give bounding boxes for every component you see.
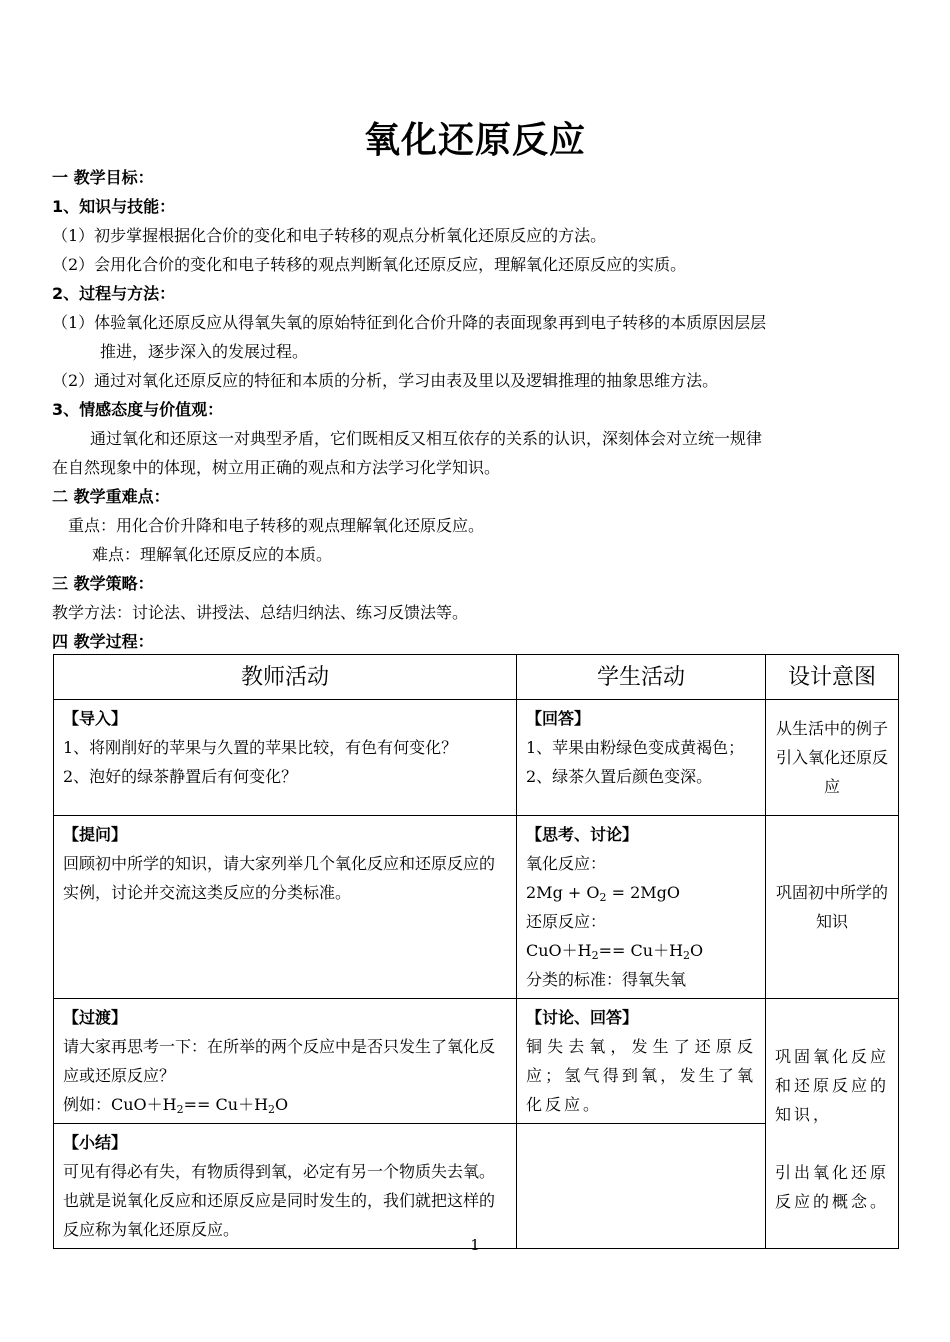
- page-number: 1: [470, 1236, 480, 1254]
- student-cell: [517, 999, 766, 1124]
- cell-heading: 【提问】: [63, 825, 128, 844]
- process-item-1-line2: 推进，逐步深入的发展过程。: [100, 342, 309, 361]
- keypoint-focus: 重点：用化合价升降和电子转移的观点理解氧化还原反应。: [68, 516, 485, 535]
- cell-text: 1、将刚削好的苹果与久置的苹果比较，有色有何变化？: [63, 738, 458, 757]
- cell-text: 巩固氧化反应和还原反应的知识，: [775, 1046, 890, 1124]
- cell-text: 2、绿茶久置后颜色变深。: [526, 767, 713, 786]
- teacher-cell: [54, 816, 517, 999]
- table-row: [54, 700, 899, 816]
- section-keypoints-heading: 二 教学重难点：: [52, 487, 170, 506]
- header-design-intent: 设计意图: [766, 655, 899, 700]
- cell-text: 引出氧化还原反应的概念。: [775, 1162, 890, 1211]
- table-row: [54, 999, 899, 1124]
- intent-cell: [766, 999, 899, 1249]
- cell-text: 铜失去氧，发生了还原反应；氢气得到氧，发生了氧化反应。: [526, 1037, 756, 1114]
- attitude-text-line2: 在自然现象中的体现，树立用正确的观点和方法学习化学知识。: [52, 458, 501, 477]
- cell-heading: 【过渡】: [63, 1008, 128, 1027]
- equation-oxidation: $2Mg + O_2 = 2MgO$: [526, 883, 680, 904]
- process-item-2: （2）通过对氧化还原反应的特征和本质的分析，学习由表及里以及逻辑推理的抽象思维方法。: [52, 371, 719, 390]
- cell-text: 回顾初中所学的知识，请大家列举几个氧化反应和还原反应的实例，讨论并交流这类反应的分类标准。: [63, 854, 496, 902]
- cell-text: 从生活中的例子引入氧化还原反应: [775, 719, 888, 796]
- process-item-1-line1: （1）体验氧化还原反应从得氧失氧的原始特征到化合价升降的表面现象再到电子转移的本质原因层层: [52, 313, 767, 332]
- teacher-cell: [54, 700, 517, 816]
- strategy-methods: 教学方法：讨论法、讲授法、总结归纳法、练习反馈法等。: [52, 603, 469, 622]
- teacher-cell: [54, 1124, 517, 1249]
- subsection-process-heading: 2、过程与方法：: [52, 284, 176, 303]
- subsection-attitude-heading: 3、情感态度与价值观：: [52, 400, 224, 419]
- cell-text: 分类的标准：得氧失氧: [526, 970, 687, 989]
- cell-text: 还原反应：: [526, 912, 607, 931]
- section-strategy-heading: 三 教学策略：: [52, 574, 154, 593]
- cell-text: 请大家再思考一下：在所举的两个反应中是否只发生了氧化反应或还原反应？: [63, 1037, 496, 1085]
- attitude-text-line1: 通过氧化和还原这一对典型矛盾，它们既相反又相互依存的关系的认识，深刻体会对立统一规律: [90, 429, 763, 448]
- section-objectives-heading: 一 教学目标：: [52, 168, 154, 187]
- cell-text: 2、泡好的绿茶静置后有何变化？: [63, 767, 298, 786]
- cell-heading: 【讨论、回答】: [526, 1008, 639, 1027]
- cell-text: 氧化反应：: [526, 854, 607, 873]
- cell-heading: 【导入】: [63, 709, 128, 728]
- header-teacher-activity: 教师活动: [54, 655, 517, 700]
- cell-heading: 【回答】: [526, 709, 591, 728]
- teaching-process-table: [53, 654, 899, 1249]
- section-process-heading: 四 教学过程：: [52, 632, 154, 651]
- knowledge-item-2: （2）会用化合价的变化和电子转移的观点判断氧化还原反应，理解氧化还原反应的实质。: [52, 255, 687, 274]
- equation-reduction: $CuO+H_2== Cu+H_2O$: [526, 941, 704, 962]
- equation-example: 例如：$CuO+H_2== Cu+H_2O$: [63, 1095, 289, 1116]
- intent-cell: [766, 816, 899, 999]
- header-student-activity: 学生活动: [517, 655, 766, 700]
- student-cell: [517, 816, 766, 999]
- document-title: 氧化还原反应: [363, 120, 586, 161]
- table-header-row: [54, 655, 899, 700]
- keypoint-difficulty: 难点：理解氧化还原反应的本质。: [92, 545, 333, 564]
- cell-heading: 【思考、讨论】: [526, 825, 639, 844]
- cell-text: 可见有得必有失，有物质得到氧，必定有另一个物质失去氧。也就是说氧化反应和还原反应是同时发生的，我们就把这样的反应称为氧化还原反应。: [63, 1162, 496, 1239]
- knowledge-item-1: （1）初步掌握根据化合价的变化和电子转移的观点分析氧化还原反应的方法。: [52, 226, 607, 245]
- student-cell: [517, 700, 766, 816]
- cell-text: 巩固初中所学的知识: [775, 883, 888, 931]
- cell-heading: 【小结】: [63, 1133, 128, 1152]
- cell-text: 1、苹果由粉绿色变成黄褐色；: [526, 738, 745, 757]
- table-row: [54, 816, 899, 999]
- student-cell-empty: [517, 1124, 766, 1249]
- teacher-cell: [54, 999, 517, 1124]
- subsection-knowledge-heading: 1、知识与技能：: [52, 197, 176, 216]
- intent-cell: [766, 700, 899, 816]
